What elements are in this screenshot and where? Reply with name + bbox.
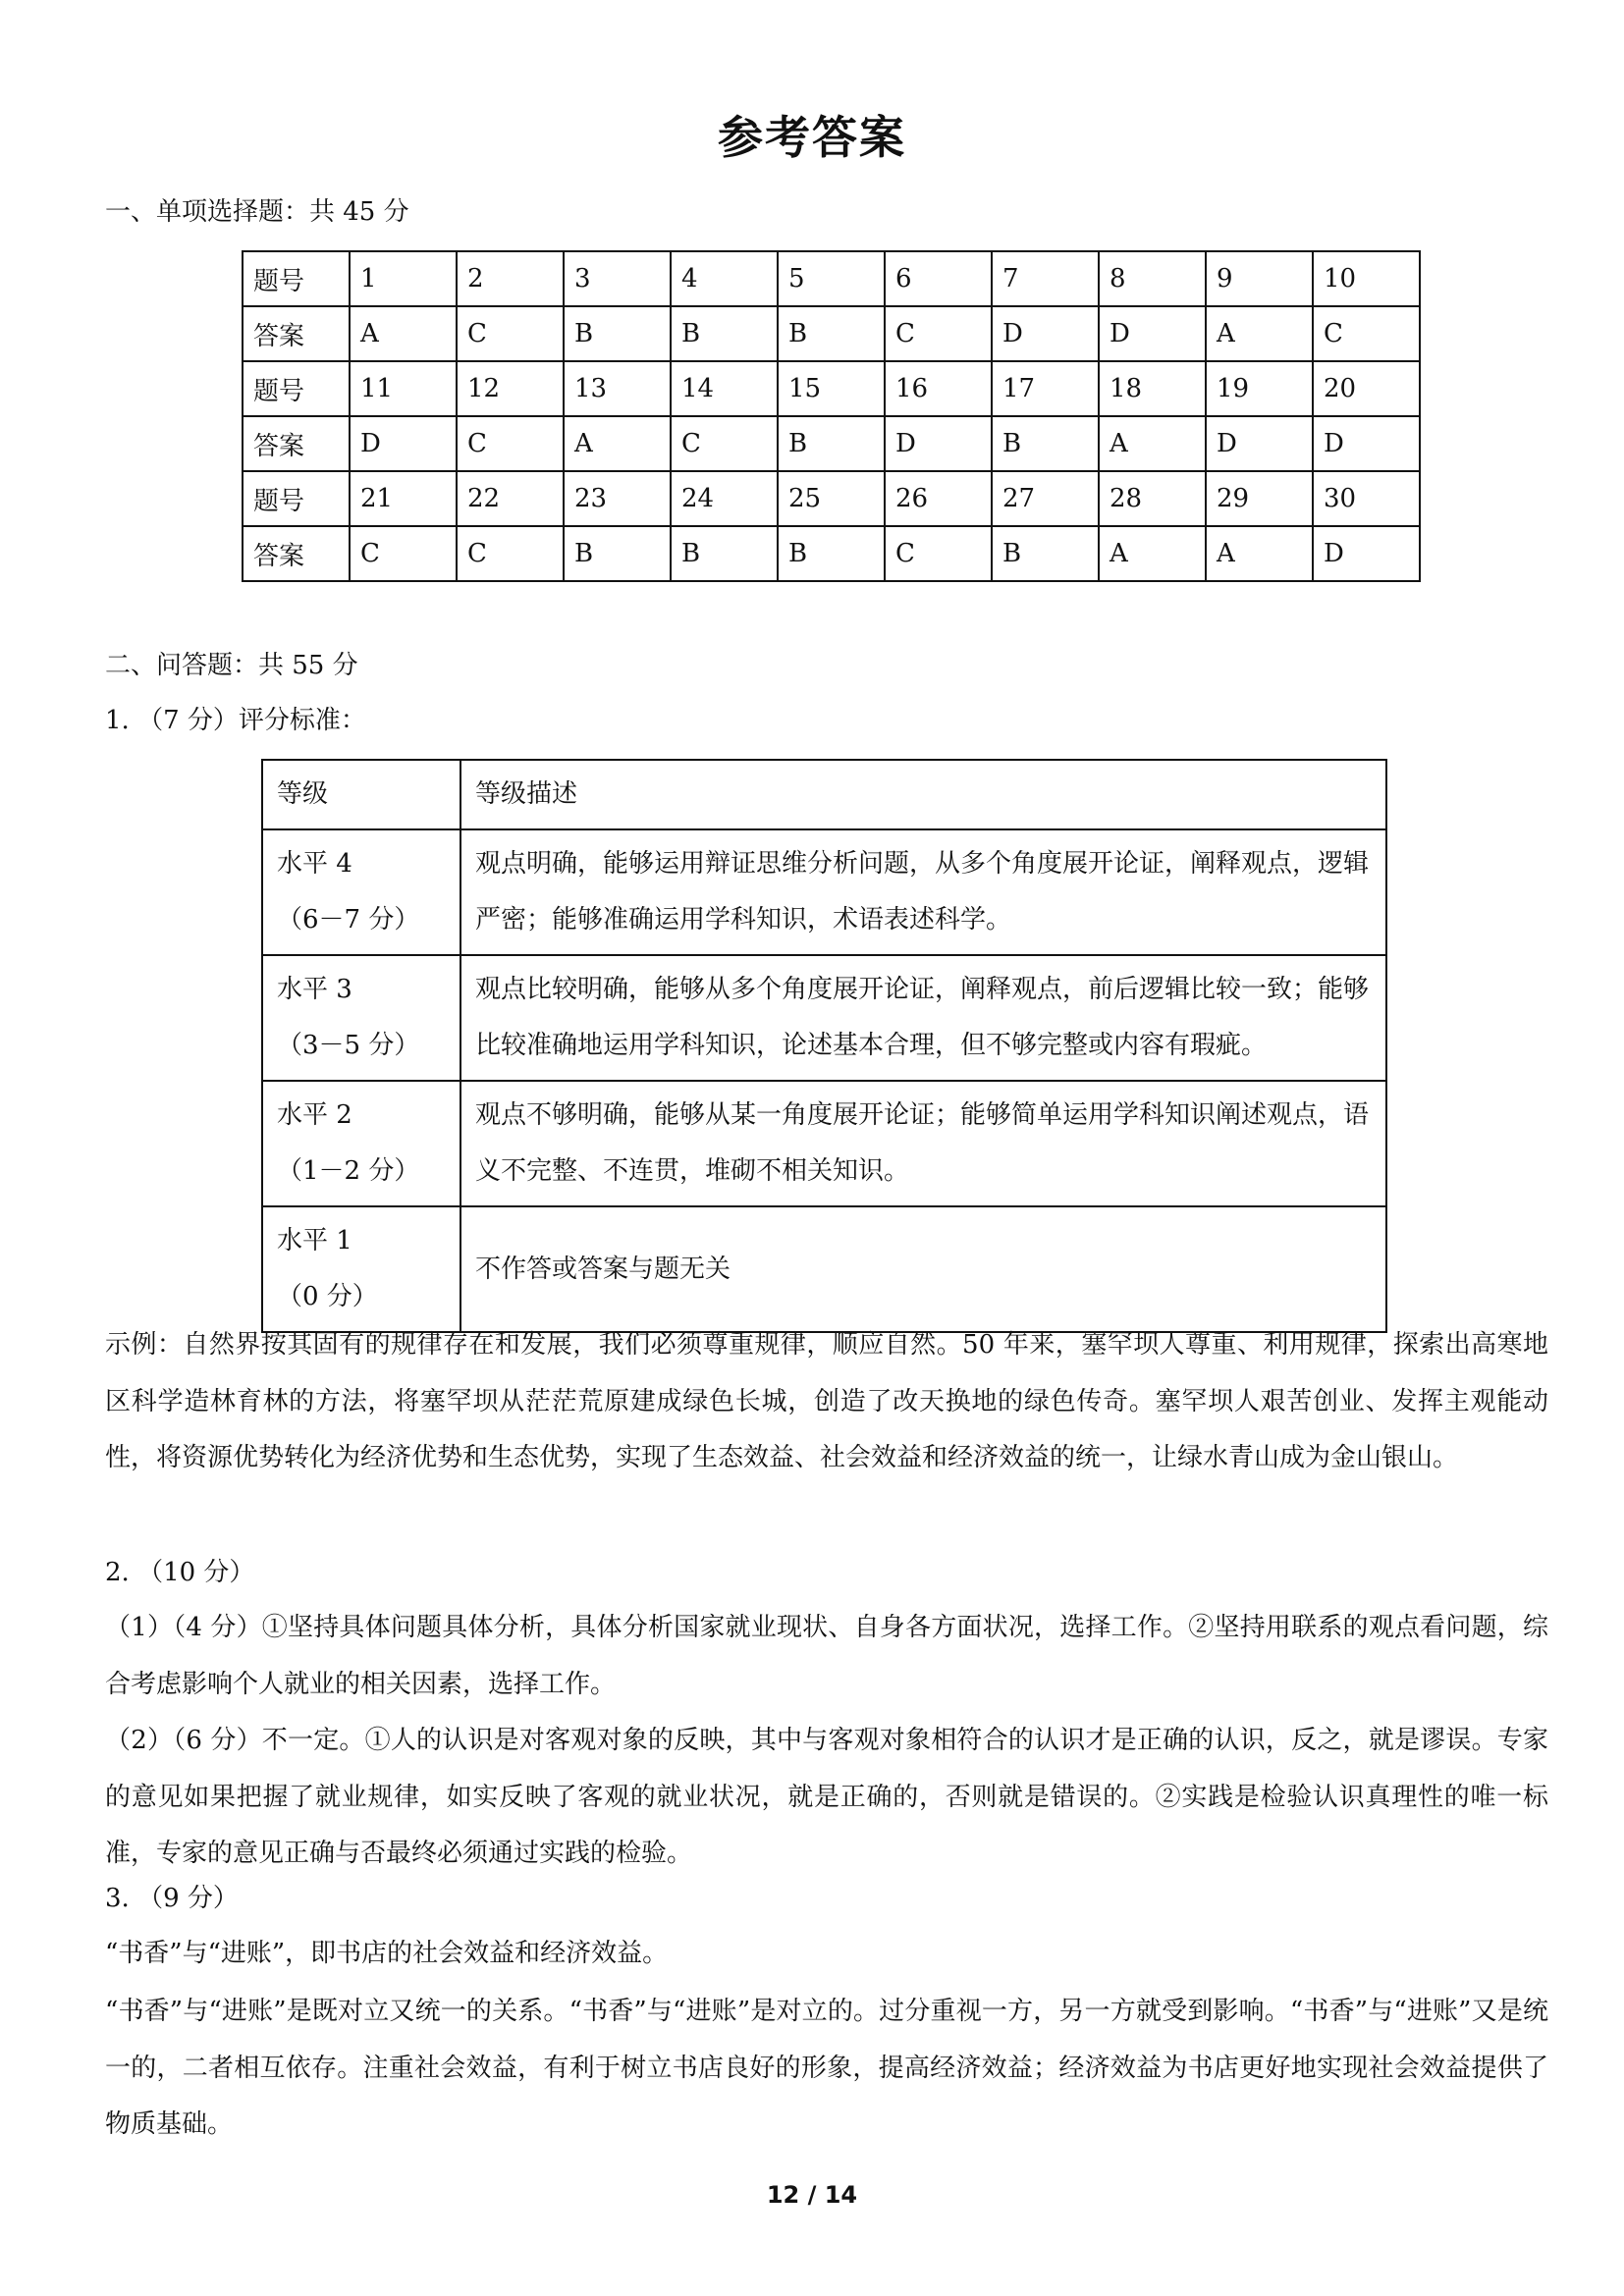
answer-table-cell: A (1206, 526, 1313, 581)
page-number: 12 / 14 (766, 2181, 858, 2209)
answer-table-row (243, 471, 1420, 526)
answer-table-cell: 16 (885, 361, 992, 416)
answer-table-cell: C (457, 416, 564, 471)
answer-table-row-label: 答案 (243, 416, 350, 471)
answer-table-cell: 9 (1206, 251, 1313, 306)
answer-table-cell: B (564, 526, 671, 581)
grading-desc: 观点不够明确，能够从某一角度展开论证；能够简单运用学科知识阐述观点，语义不完整、不连贯，堆砌不相关知识。 (460, 1081, 1386, 1206)
level-range: （1－2 分） (277, 1156, 420, 1186)
q3-heading: 3. （9 分） (105, 1884, 239, 1913)
answer-table-cell: B (778, 416, 885, 471)
level-name: 水平 2 (277, 1100, 352, 1130)
answer-table-cell: D (885, 416, 992, 471)
answer-table-cell: B (992, 526, 1099, 581)
answer-table-cell: 7 (992, 251, 1099, 306)
answer-table-cell: 3 (564, 251, 671, 306)
answer-table-cell: 23 (564, 471, 671, 526)
grading-desc: 观点明确，能够运用辩证思维分析问题，从多个角度展开论证，阐释观点，逻辑严密；能够准确运用学科知识，术语表述科学。 (460, 829, 1386, 955)
answer-table-cell: 12 (457, 361, 564, 416)
answer-table-row (243, 306, 1420, 361)
level-name: 水平 4 (277, 849, 352, 879)
answer-table-cell: A (564, 416, 671, 471)
q3-line1: “书香”与“进账”，即书店的社会效益和经济效益。 (105, 1939, 669, 1968)
answer-table-cell: C (457, 306, 564, 361)
level-name: 水平 3 (277, 975, 352, 1004)
answer-table-cell: 15 (778, 361, 885, 416)
level-range: （3－5 分） (277, 1031, 420, 1060)
answer-table-cell: 26 (885, 471, 992, 526)
grading-row (262, 1081, 1386, 1206)
section2-heading: 二、问答题：共 55 分 (105, 651, 358, 680)
answer-table-cell: B (564, 306, 671, 361)
answer-table-cell: C (457, 526, 564, 581)
answer-table-cell: C (1313, 306, 1420, 361)
answer-table-cell: D (1099, 306, 1206, 361)
answer-table-row-label: 题号 (243, 471, 350, 526)
page-title: 参考答案 (718, 111, 906, 164)
answer-table-cell: 22 (457, 471, 564, 526)
grading-header-row (262, 760, 1386, 829)
answer-table-cell: A (1099, 416, 1206, 471)
answer-table-row (243, 361, 1420, 416)
answer-table-cell: A (350, 306, 457, 361)
grading-level (262, 955, 460, 1081)
answer-table-row-label: 答案 (243, 306, 350, 361)
answer-table-cell: 21 (350, 471, 457, 526)
answer-table-cell: 8 (1099, 251, 1206, 306)
answer-table-cell: B (778, 526, 885, 581)
answer-table-cell: B (671, 526, 778, 581)
q2-part2: （2）（6 分）不一定。①人的认识是对客观对象的反映，其中与客观对象相符合的认识才是正确的认识，反之，就是谬误。专家的意见如果把握了就业规律，如实反映了客观的就业状况，就是正确的，否则就是错误的。②实践是检验认识真理性的唯一标准，专家的意见正确与否最终必须通过实践的检验。 (105, 1726, 1548, 1868)
answer-table-row-label: 答案 (243, 526, 350, 581)
grading-desc: 观点比较明确，能够从多个角度展开论证，阐释观点，前后逻辑比较一致；能够比较准确地运用学科知识，论述基本合理，但不够完整或内容有瑕疵。 (460, 955, 1386, 1081)
q2-part1: （1）（4 分）①坚持具体问题具体分析，具体分析国家就业现状、自身各方面状况，选择工作。②坚持用联系的观点看问题，综合考虑影响个人就业的相关因素，选择工作。 (105, 1613, 1548, 1699)
answer-table-row (243, 416, 1420, 471)
answer-table-cell: D (1206, 416, 1313, 471)
answer-table-cell: C (885, 526, 992, 581)
q1-heading: 1. （7 分）评分标准： (105, 706, 366, 735)
section1-heading: 一、单项选择题：共 45 分 (105, 197, 409, 227)
answer-table-cell: B (778, 306, 885, 361)
answer-table-row-label: 题号 (243, 251, 350, 306)
q3-line2: “书香”与“进账”是既对立又统一的关系。“书香”与“进账”是对立的。过分重视一方，另一方就受到影响。“书香”与“进账”又是统一的，二者相互依存。注重社会效益，有利于树立书店良好的形象，提高经济效益；经济效益为书店更好地实现社会效益提供了物质基础。 (105, 1997, 1548, 2139)
answer-table-cell: 10 (1313, 251, 1420, 306)
q1-example: 示例：自然界按其固有的规律存在和发展，我们必须尊重规律，顺应自然。50 年来，塞罕坝人尊重、利用规律，探索出高寒地区科学造林育林的方法，将塞罕坝从茫茫荒原建成绿色长城，创造了改天换地的绿色传奇。塞罕坝人艰苦创业、发挥主观能动性，将资源优势转化为经济优势和生态优势，实现了生态效益、社会效益和经济效益的统一，让绿水青山成为金山银山。 (105, 1330, 1548, 1472)
level-name: 水平 1 (277, 1226, 352, 1255)
answer-table-cell: D (1313, 416, 1420, 471)
answer-table-cell: 20 (1313, 361, 1420, 416)
grading-row (262, 829, 1386, 955)
level-range: （0 分） (277, 1282, 378, 1311)
answer-table-cell: 2 (457, 251, 564, 306)
answer-table-cell: 1 (350, 251, 457, 306)
answer-table-cell: 11 (350, 361, 457, 416)
answer-table-cell: 30 (1313, 471, 1420, 526)
answer-table-cell: 14 (671, 361, 778, 416)
answer-table-cell: 6 (885, 251, 992, 306)
answer-table-row (243, 526, 1420, 581)
answer-table-cell: B (992, 416, 1099, 471)
answer-table-cell: 28 (1099, 471, 1206, 526)
answer-table (242, 250, 1421, 582)
answer-table-cell: 13 (564, 361, 671, 416)
grading-table (261, 759, 1387, 1333)
answer-table-cell: 27 (992, 471, 1099, 526)
answer-table-cell: C (350, 526, 457, 581)
answer-table-cell: 17 (992, 361, 1099, 416)
answer-table-cell: 18 (1099, 361, 1206, 416)
answer-table-cell: D (350, 416, 457, 471)
answer-table-cell: C (671, 416, 778, 471)
answer-table-cell: A (1099, 526, 1206, 581)
answer-table-cell: 25 (778, 471, 885, 526)
grading-level (262, 1081, 460, 1206)
q2-heading: 2. （10 分） (105, 1558, 255, 1587)
answer-table-cell: C (885, 306, 992, 361)
answer-table-cell: 24 (671, 471, 778, 526)
grading-level (262, 1206, 460, 1332)
grading-row (262, 1206, 1386, 1332)
answer-table-row-label: 题号 (243, 361, 350, 416)
answer-table-cell: 29 (1206, 471, 1313, 526)
answer-table-cell: 4 (671, 251, 778, 306)
grading-header-level: 等级 (262, 760, 460, 829)
answer-table-row (243, 251, 1420, 306)
answer-table-cell: B (671, 306, 778, 361)
answer-table-cell: D (992, 306, 1099, 361)
grading-desc: 不作答或答案与题无关 (460, 1206, 1386, 1332)
grading-row (262, 955, 1386, 1081)
grading-header-desc: 等级描述 (460, 760, 1386, 829)
answer-table-cell: D (1313, 526, 1420, 581)
grading-level (262, 829, 460, 955)
level-range: （6－7 分） (277, 905, 420, 934)
answer-table-cell: A (1206, 306, 1313, 361)
answer-table-cell: 5 (778, 251, 885, 306)
answer-table-cell: 19 (1206, 361, 1313, 416)
